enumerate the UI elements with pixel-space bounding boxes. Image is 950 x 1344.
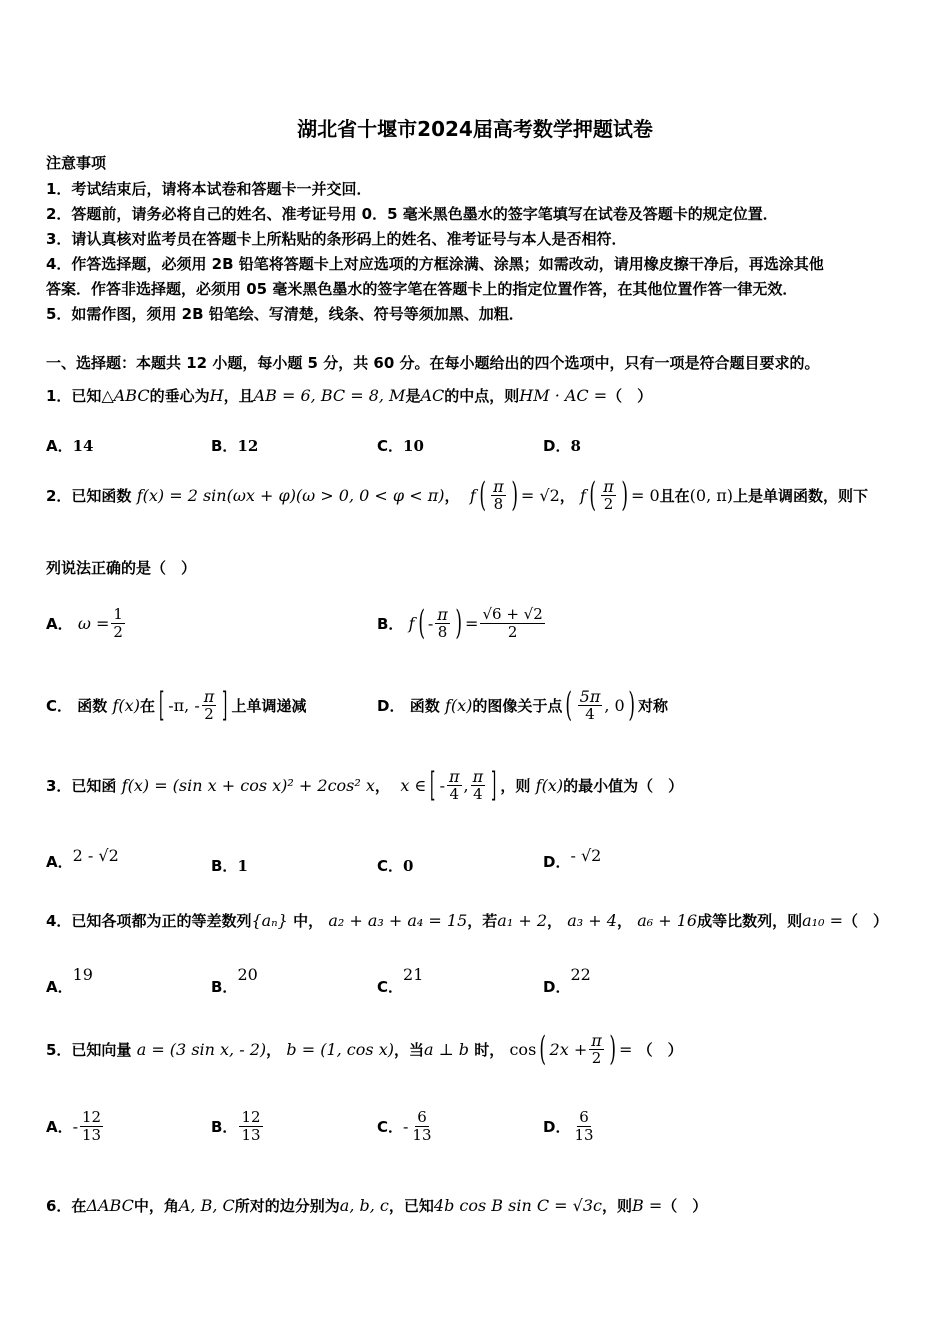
q5-option-b[interactable]: B． $\frac{12}{13}$ [211,1107,261,1144]
q5-option-a[interactable]: A． - $\frac{12}{13}$ [46,1107,102,1144]
question-1: 1．已知△ABC的垂心为H，且AB = 6, BC = 8, M是AC的中点，则HM · AC =（ ） [46,386,653,405]
question-3: 3．已知函 f(x) = (sin x + cos x)² + 2cos² x ， x ∈ [ - $\frac{\pi}{4}$ , $\frac{\pi}{4}$ ] ，则 f(x) 的最小值为（ ） [46,765,684,805]
q2-option-a[interactable]: A． ω = $\frac{1}{2}$ [46,604,123,641]
q5-option-d[interactable]: D． $\frac{6}{13}$ [543,1107,594,1144]
q1-option-c[interactable]: C．10 [377,437,424,455]
q3-option-a[interactable]: A．2 - √2 [46,846,119,871]
q1-option-a[interactable]: A．14 [46,437,94,455]
notice-item: 4．作答选择题，必须用 2B 铅笔将答题卡上对应选项的方框涂满、涂黑；如需改动，请用橡皮擦干净后，再选涂其他 [46,255,824,273]
question-2-cont: 列说法正确的是（ ） [46,559,197,577]
q3-option-c[interactable]: C．0 [377,857,414,875]
q2-option-c[interactable]: C． 函数 f(x) 在 [ -π, - $\frac{\pi}{2}$ ] 上单调递减 [46,685,307,725]
section-heading: 一、选择题：本题共 12 小题，每小题 5 分，共 60 分。在每小题给出的四个选项中，只有一项是符合题目要求的。 [46,354,820,372]
notice-item: 2．答题前，请务必将自己的姓名、准考证号用 0．5 毫米黑色墨水的签字笔填写在试卷及答题卡的规定位置． [46,205,778,223]
q4-option-c[interactable]: C．21 [377,965,424,996]
q3-option-b[interactable]: B．1 [211,857,248,875]
notice-item: 1．考试结束后，请将本试卷和答题卡一并交回． [46,180,372,198]
q1-option-b[interactable]: B．12 [211,437,259,455]
q5-option-c[interactable]: C． - $\frac{6}{13}$ [377,1107,432,1144]
question-6: 6．在ΔABC中，角A, B, C所对的边分别为a, b, c，已知4b cos B sin C = √3c，则B =（ ） [46,1196,708,1215]
notice-item: 答案．作答非选择题，必须用 05 毫米黑色墨水的签字笔在答题卡上的指定位置作答，在其他位置作答一律无效． [46,280,798,298]
q1-option-d[interactable]: D．8 [543,437,581,455]
notice-item: 5．如需作图，须用 2B 铅笔绘、写清楚，线条、符号等须加黑、加粗． [46,305,524,323]
q2-option-b[interactable]: B． f ( - $\frac{\pi}{8}$ ) = $\frac{√6 + √2}{2}$ [377,603,543,643]
question-4: 4．已知各项都为正的等差数列{aₙ} 中， a₂ + a₃ + a₄ = 15，若a₁ + 2， a₃ + 4， a₆ + 16成等比数列，则a₁₀ =（ ） [46,911,888,930]
notice-item: 3．请认真核对监考员在答题卡上所粘贴的条形码上的姓名、准考证号与本人是否相符． [46,230,627,248]
q2-option-d[interactable]: D． 函数 f(x) 的图像关于点 ( $\frac{5\pi}{4}$ , 0 ) 对称 [377,685,668,725]
notice-heading: 注意事项 [46,154,107,172]
q4-option-a[interactable]: A．19 [46,965,93,996]
q4-option-b[interactable]: B．20 [211,965,258,996]
q3-option-d[interactable]: D．- √2 [543,846,602,871]
question-2: 2．已知函数 f(x) = 2 sin(ωx + φ)(ω > 0, 0 < φ < π) ， f ( $\frac{\pi}{8}$ ) = √2 ， f ( $\frac{\pi}{2}$ ) = 0 且在 (0, π) 上是单调函数，则下 [46,475,869,515]
page-title: 湖北省十堰市2024届高考数学押题试卷 [297,117,653,141]
question-5: 5．已知向量 a = (3 sin x, - 2) ， b = (1, cos x) ，当 a ⊥ b 时， cos ( 2x + $\frac{\pi}{2}$ ) = （ ） [46,1029,683,1069]
q4-option-d[interactable]: D．22 [543,965,591,996]
